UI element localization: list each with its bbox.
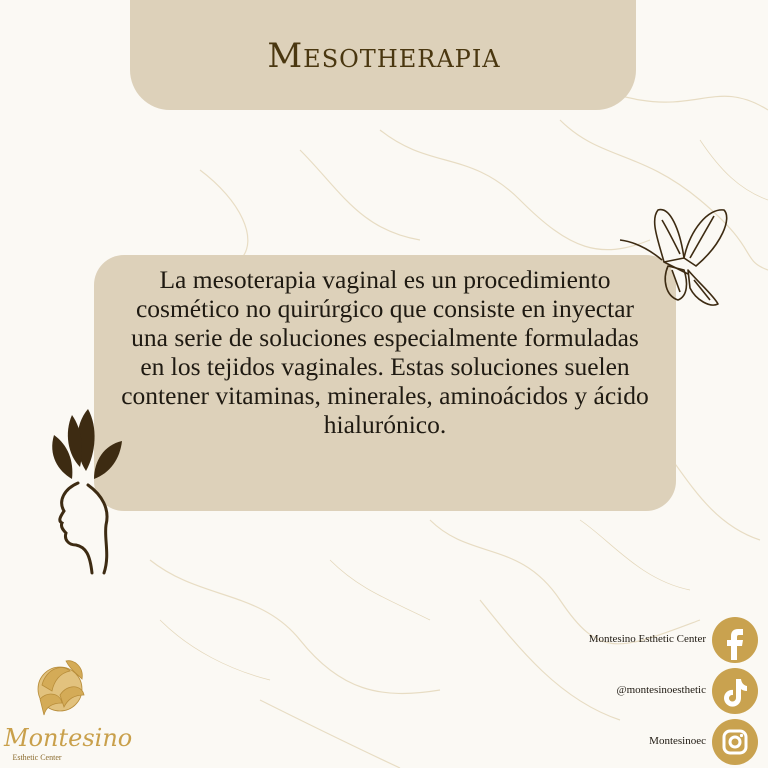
- woman-leaves-icon: [44, 405, 130, 577]
- facebook-label: Montesino Esthetic Center: [588, 633, 706, 645]
- logo-subtitle: Esthetic Center: [12, 753, 62, 762]
- logo-name: Montesino: [4, 724, 133, 752]
- description-text: La mesoterapia vaginal es un procedimiento cosmético no quirúrgico que consiste en inyectar una serie de soluciones especialmente formuladas en los tejidos vaginales. Estas soluciones suelen contener vitaminas, minerales, aminoácidos y ácido hialurónico.: [121, 265, 649, 439]
- page-title: Mesotherapia: [267, 36, 501, 76]
- instagram-label: Montesinoec: [649, 735, 706, 747]
- facebook-icon[interactable]: [712, 617, 758, 663]
- butterfly-icon: [618, 200, 734, 316]
- tiktok-icon[interactable]: [712, 668, 758, 714]
- instagram-icon[interactable]: [712, 719, 758, 765]
- tiktok-label: @montesinoesthetic: [616, 684, 706, 696]
